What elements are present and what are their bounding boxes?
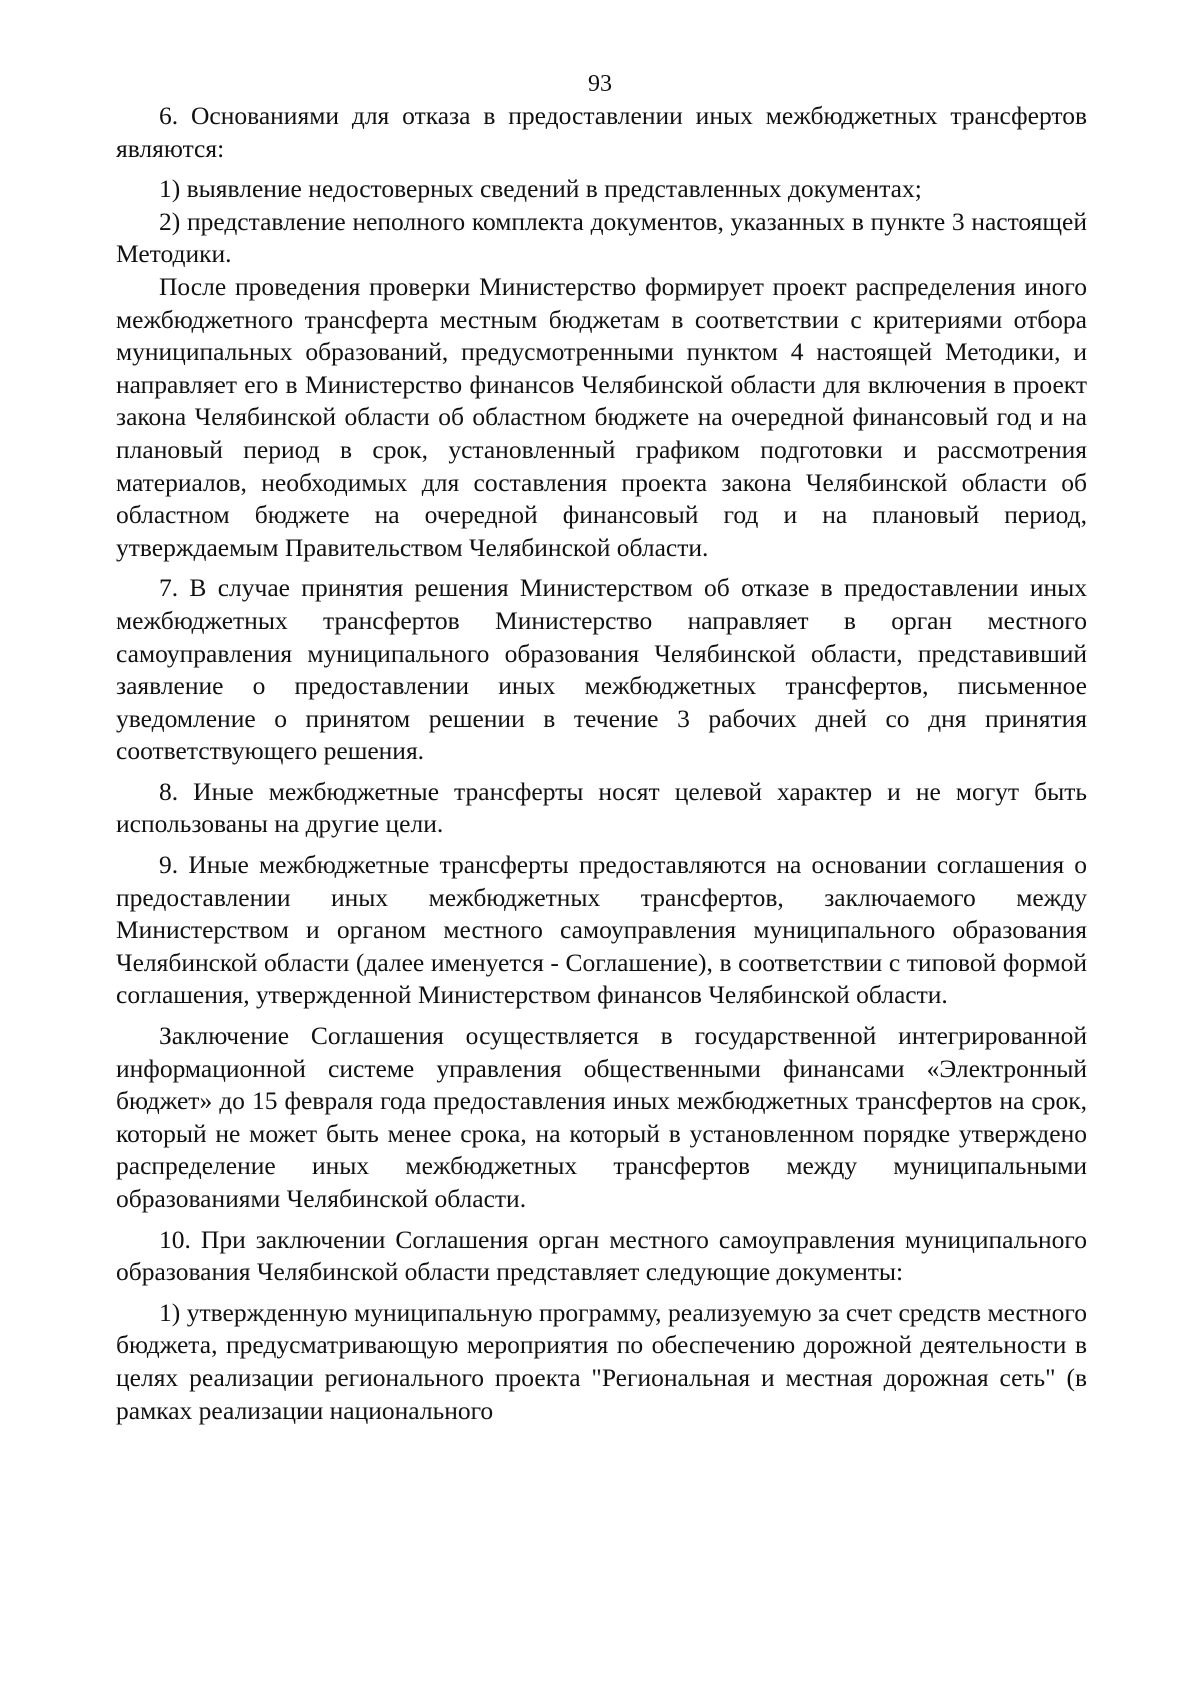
paragraph-agreement: Заключение Соглашения осуществляется в государственной интегрированной информационной системе управления общественными финансами «Электронный бюджет» до 15 февраля года предоставления иных межбюджетных трансфертов на срок, который не может быть менее срока, на который в установленном порядке утверждено распределение иных межбюджетных трансфертов между муниципальными образованиями Челябинской области.	[116, 1021, 1087, 1213]
page-number: 93	[588, 71, 612, 97]
paragraph-8: 8. Иные межбюджетные трансферты носят целевой характер и не могут быть использованы на другие цели.	[116, 776, 1087, 839]
list-item-10-1: 1) утвержденную муниципальную программу, реализуемую за счет средств местного бюджета, предусматривающую мероприятия по обеспечению дорожной деятельности в целях реализации регионального проекта "Региональная и местная дорожная сеть" (в рамках реализации национального	[116, 1297, 1087, 1425]
paragraph-7: 7. В случае принятия решения Министерством об отказе в предоставлении иных межбюджетных трансфертов Министерство направляет в орган местного самоуправления муниципального образования Челябинской области, представивший заявление о предоставлении иных межбюджетных трансфертов, письменное уведомление о принятом решении в течение 3 рабочих дней со дня принятия соответствующего решения.	[116, 573, 1087, 766]
list-item-2: 2) представление неполного комплекта документов, указанных в пункте 3 настоящей Методики.	[116, 206, 1087, 269]
list-item-1: 1) выявление недостоверных сведений в представленных документах;	[159, 174, 922, 204]
paragraph-verification: После проведения проверки Министерство формирует проект распределения иного межбюджетного трансферта местным бюджетам в соответствии с критериями отбора муниципальных образований, предусмотренными пунктом 4 настоящей Методики, и направляет его в Министерство финансов Челябинской области для включения в проект закона Челябинской области об областном бюджете на очередной финансовый год и на плановый период в срок, установленный графиком подготовки и рассмотрения материалов, необходимых для составления проекта закона Челябинской области об областном бюджете на очередной финансовый год и на плановый период, утверждаемым Правительством Челябинской области.	[116, 271, 1087, 562]
paragraph-6: 6. Основаниями для отказа в предоставлении иных межбюджетных трансфертов являются:	[116, 101, 1087, 163]
paragraph-9: 9. Иные межбюджетные трансферты предоставляются на основании соглашения о предоставлении иных межбюджетных трансфертов, заключаемого между Министерством и органом местного самоуправления муниципального образования Челябинской области (далее именуется - Соглашение), в соответствии с типовой формой соглашения, утвержденной Министерством финансов Челябинской области.	[116, 850, 1087, 1010]
paragraph-10: 10. При заключении Соглашения орган местного самоуправления муниципального образования Челябинской области представляет следующие документы:	[116, 1224, 1087, 1287]
document-body	[116, 100, 1087, 1427]
